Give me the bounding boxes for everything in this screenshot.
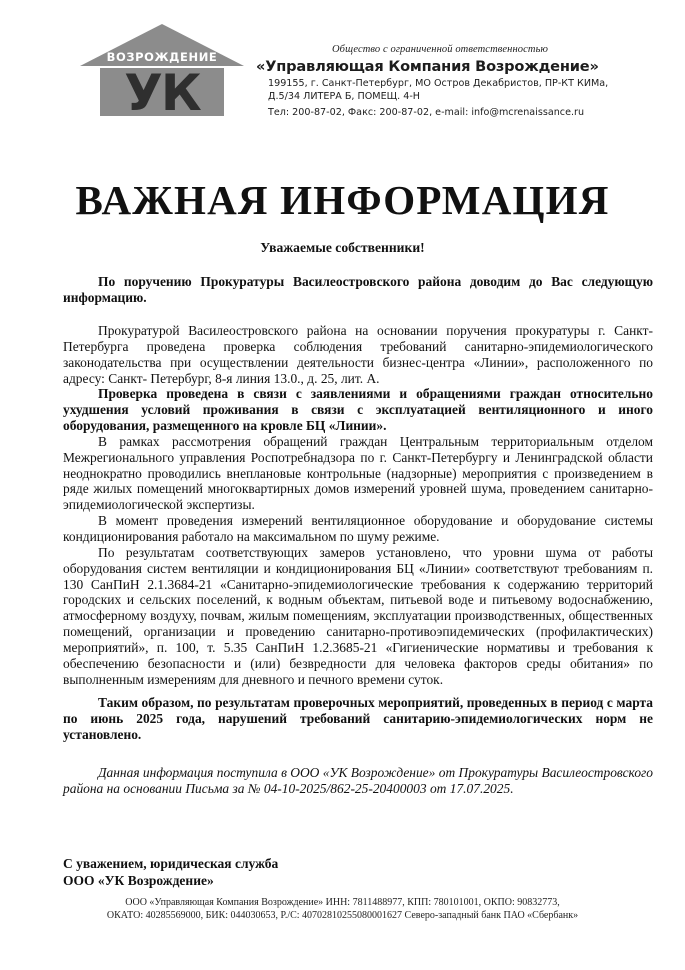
paragraph-reason: Проверка проведена в связи с заявлениями и обращениями граждан относительно ухудшения условий проживания в связи с эксплуатацией вентиляционного и иного оборудования, размещенного на кровле БЦ «Линии». <box>63 386 653 434</box>
letterhead <box>0 0 685 135</box>
intro-block <box>63 274 653 306</box>
org-type: Общество с ограниченной ответственностью <box>332 44 548 55</box>
company-logo <box>78 22 246 118</box>
signature-line1: С уважением, юридическая служба <box>63 856 279 871</box>
org-details <box>256 44 676 118</box>
logo-wordmark: ВОЗРОЖДЕНИЕ <box>106 50 218 64</box>
letter-body <box>63 323 653 797</box>
footer-line1: ООО «Управляющая Компания Возрождение» ИНН: 7811488977, КПП: 780101001, ОКПО: 90832773, <box>125 897 560 908</box>
paragraph-conclusion: Таким образом, по результатам проверочных мероприятий, проведенных в период с марта по июнь 2025 года, нарушений требований санитарию-эпидемиологических норм не установлено. <box>63 695 653 743</box>
signature-block <box>63 855 278 889</box>
paragraph-source-note: Данная информация поступила в ООО «УК Возрождение» от Прокуратуры Василеостровского района на основании Письма за № 04-10-2025/862-25-20400003 от 17.07.2025. <box>63 764 653 796</box>
org-address <box>268 78 676 103</box>
paragraph-measurements: В рамках рассмотрения обращений граждан Центральным территориальным отделом Межрегионального управления Роспотребнадзора по г. Санкт-Петербургу и Ленинградской области неоднократно проводились внеплановые контрольные (надзорные) мероприятия с произведением в ряде жилых помещений многоквартирных домов измерений уровней шума, проведением санитарно-эпидемиологической экспертизы. <box>63 433 653 513</box>
org-name: «Управляющая Компания Возрождение» <box>256 58 599 75</box>
intro-paragraph: По поручению Прокуратуры Василеостровского района доводим до Вас следующую информацию. <box>63 274 653 305</box>
paragraph-equipment-mode: В момент проведения измерений вентиляционное оборудование и оборудование системы кондиционирования работало на максимальном по шуму режиме. <box>63 513 653 544</box>
org-address-line2: Д.5/34 ЛИТЕРА Б, ПОМЕЩ. 4-Н <box>268 90 421 102</box>
paragraph-results: По результатам соответствующих замеров установлено, что уровни шума от работы оборудования систем вентиляции и кондиционирования БЦ «Линии» соответствуют требованиям п. 130 СанПиН 2.1.3684-21 «Санитарно-эпидемиологические требования к содержанию территорий городских и сельских поселений, к водным объектам, питьевой воде и питьевому водоснабжению, атмосферному воздуху, почвам, жилым помещениям, эксплуатации производственных, общественных помещений, организации и проведению санитарно-противоэпидемических (профилактических) мероприятий», п. 100, т. 5.35 СанПиН 1.2.3685-21 «Гигиенические нормативы и требования к обеспечению безопасности и (или) безвредности для человека факторов среды обитания» по выполненным измерениям для дневного и печного времени суток. <box>63 544 653 687</box>
signature-line2: ООО «УК Возрождение» <box>63 873 214 888</box>
paragraph-inspection: Прокуратурой Василеостровского района на основании поручения прокуратуры г. Санкт-Петербурга проведена проверка соблюдения требований санитарно-эпидемиологического законодательства при осуществлении деятельности бизнес-центра «Линии», расположенного по адресу: Санкт- Петербург, 8-я линия 13.0., д. 25, лит. А. <box>63 323 653 386</box>
greeting: Уважаемые собственники! <box>260 240 425 255</box>
org-contacts: Тел: 200-87-02, Факс: 200-87-02, e-mail: info@mcrenaissance.ru <box>268 107 585 119</box>
org-address-line1: 199155, г. Санкт-Петербург, МО Остров Декабристов, ПР-КТ КИМа, <box>268 78 609 89</box>
page-title: ВАЖНАЯ ИНФОРМАЦИЯ <box>75 177 610 223</box>
logo-monogram: УК <box>124 64 200 118</box>
footer-line2: ОКАТО: 40285569000, БИК: 044030653, Р./С: 40702810255080001627 Северо-западный банк ПАО «Сбербанк» <box>106 909 579 921</box>
footer-requisites <box>0 897 685 922</box>
